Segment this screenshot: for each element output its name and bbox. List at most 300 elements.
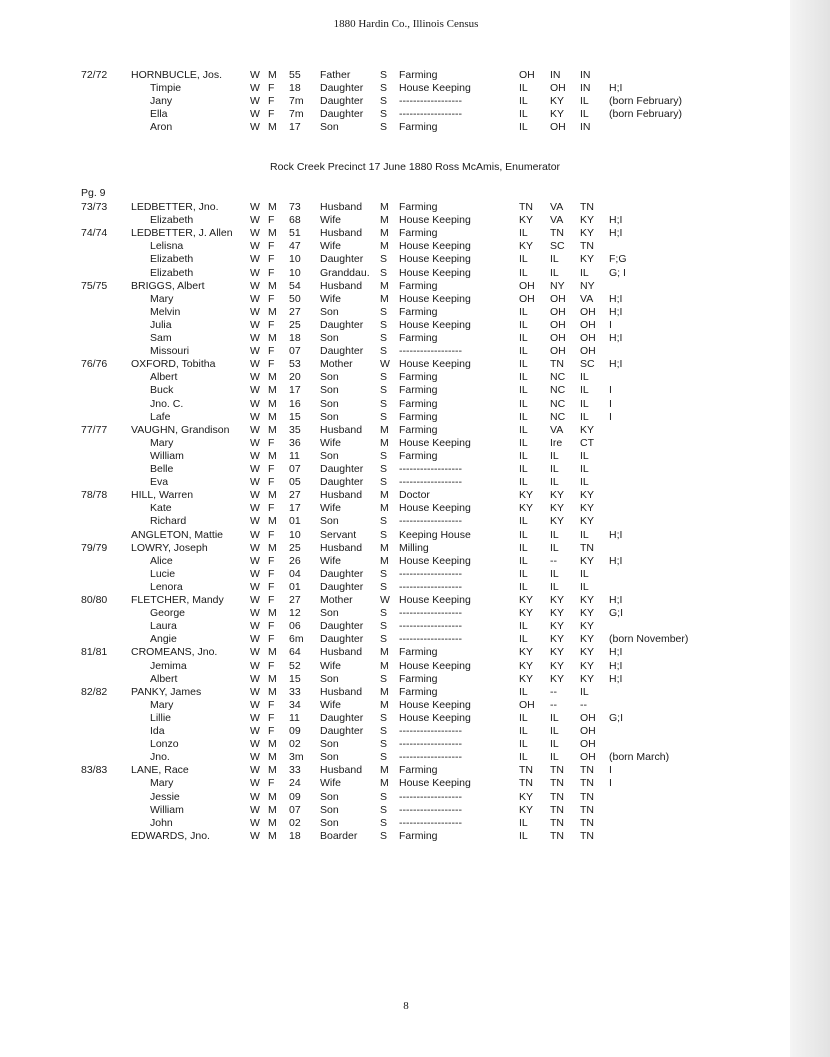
person-name: VAUGHN, Grandison bbox=[131, 423, 230, 436]
mother-birthplace: KY bbox=[580, 489, 595, 502]
relationship: Husband bbox=[320, 489, 363, 502]
age: 04 bbox=[289, 567, 301, 580]
sex: F bbox=[268, 358, 275, 371]
mother-birthplace: TN bbox=[580, 803, 594, 816]
birthplace: IL bbox=[519, 463, 528, 475]
sex: M bbox=[268, 423, 277, 436]
marital-status: S bbox=[380, 449, 388, 462]
relationship: Son bbox=[320, 410, 339, 423]
person-name: Mary bbox=[150, 292, 174, 305]
age: 06 bbox=[289, 620, 301, 633]
marital-status: S bbox=[380, 528, 388, 541]
age: 3m bbox=[289, 751, 304, 764]
race: W bbox=[250, 633, 260, 646]
age: 6m bbox=[289, 633, 304, 646]
relationship: Son bbox=[320, 121, 339, 134]
note: H;I bbox=[609, 672, 623, 685]
sex: M bbox=[268, 397, 277, 410]
sex: F bbox=[268, 214, 275, 227]
race: W bbox=[250, 410, 260, 423]
mother-birthplace: KY bbox=[580, 502, 595, 515]
page-reference: Pg. 9 bbox=[81, 187, 106, 199]
race: W bbox=[250, 318, 260, 331]
birthplace: IL bbox=[519, 567, 528, 580]
occupation: House Keeping bbox=[399, 292, 471, 305]
sex: F bbox=[268, 620, 275, 633]
relationship: Wife bbox=[320, 698, 341, 711]
person-name: Mary bbox=[150, 777, 174, 790]
note: I bbox=[609, 777, 612, 790]
note: H;I bbox=[609, 646, 623, 659]
sex: F bbox=[268, 82, 275, 95]
occupation: ------------------ bbox=[399, 633, 462, 646]
race: W bbox=[250, 711, 260, 724]
relationship: Daughter bbox=[320, 108, 364, 121]
person-name: George bbox=[150, 607, 186, 620]
mother-birthplace: KY bbox=[580, 554, 595, 567]
father-birthplace: -- bbox=[550, 698, 557, 711]
relationship: Servant bbox=[320, 528, 357, 541]
marital-status: S bbox=[380, 121, 388, 134]
age: 16 bbox=[289, 397, 301, 410]
relationship: Granddau. bbox=[320, 266, 370, 279]
person-name: Ella bbox=[150, 108, 168, 121]
occupation: ------------------ bbox=[399, 567, 462, 580]
person-name: Lafe bbox=[150, 410, 171, 423]
marital-status: S bbox=[380, 397, 388, 410]
relationship: Son bbox=[320, 515, 339, 528]
sex: M bbox=[268, 829, 277, 842]
age: 55 bbox=[289, 69, 301, 81]
relationship: Son bbox=[320, 332, 339, 344]
birthplace: KY bbox=[519, 214, 534, 227]
race: W bbox=[250, 108, 260, 121]
occupation: ------------------ bbox=[399, 751, 462, 764]
mother-birthplace: KY bbox=[580, 672, 595, 685]
person-name: Jessie bbox=[150, 790, 180, 803]
sex: F bbox=[268, 292, 275, 305]
mother-birthplace: NY bbox=[580, 279, 595, 292]
page-number: 8 bbox=[403, 1000, 409, 1012]
person-name: Lenora bbox=[150, 580, 183, 593]
marital-status: S bbox=[380, 790, 388, 803]
marital-status: S bbox=[380, 305, 388, 318]
birthplace: IL bbox=[519, 82, 528, 95]
age: 27 bbox=[289, 594, 301, 606]
mother-birthplace: IL bbox=[580, 397, 589, 410]
relationship: Husband bbox=[320, 279, 363, 292]
relationship: Son bbox=[320, 803, 339, 816]
age: 27 bbox=[289, 305, 301, 318]
mother-birthplace: KY bbox=[580, 620, 595, 633]
note: (born November) bbox=[609, 633, 689, 646]
note: H;I bbox=[609, 594, 623, 606]
occupation: Milling bbox=[399, 541, 429, 554]
occupation: Farming bbox=[399, 449, 438, 462]
occupation: ------------------ bbox=[399, 790, 462, 803]
age: 07 bbox=[289, 463, 301, 475]
birthplace: KY bbox=[519, 594, 534, 606]
dwelling-number: 79/79 bbox=[81, 541, 108, 554]
relationship: Daughter bbox=[320, 711, 364, 724]
sex: F bbox=[268, 463, 275, 475]
age: 26 bbox=[289, 554, 301, 567]
mother-birthplace: OH bbox=[580, 305, 596, 318]
relationship: Daughter bbox=[320, 82, 364, 95]
sex: F bbox=[268, 711, 275, 724]
occupation: ------------------ bbox=[399, 580, 462, 593]
father-birthplace: IL bbox=[550, 253, 559, 266]
note: F;G bbox=[609, 253, 627, 266]
dwelling-number: 74/74 bbox=[81, 227, 108, 240]
dwelling-number: 83/83 bbox=[81, 764, 108, 777]
person-name: Mary bbox=[150, 698, 174, 711]
father-birthplace: OH bbox=[550, 332, 566, 344]
birthplace: IL bbox=[519, 738, 528, 751]
occupation: Farming bbox=[399, 332, 438, 344]
relationship: Daughter bbox=[320, 253, 364, 266]
note: I bbox=[609, 397, 612, 410]
age: 05 bbox=[289, 476, 301, 489]
occupation: House Keeping bbox=[399, 318, 471, 331]
marital-status: S bbox=[380, 620, 388, 633]
marital-status: M bbox=[380, 502, 389, 515]
sex: M bbox=[268, 672, 277, 685]
birthplace: OH bbox=[519, 698, 535, 711]
marital-status: M bbox=[380, 698, 389, 711]
birthplace: TN bbox=[519, 777, 533, 790]
mother-birthplace: OH bbox=[580, 332, 596, 344]
note: H;I bbox=[609, 554, 623, 567]
race: W bbox=[250, 725, 260, 737]
birthplace: OH bbox=[519, 69, 535, 81]
father-birthplace: TN bbox=[550, 829, 564, 842]
person-name: Buck bbox=[150, 384, 174, 397]
relationship: Wife bbox=[320, 777, 341, 790]
father-birthplace: KY bbox=[550, 659, 565, 672]
mother-birthplace: OH bbox=[580, 345, 596, 358]
marital-status: S bbox=[380, 672, 388, 685]
occupation: ------------------ bbox=[399, 816, 462, 829]
father-birthplace: IL bbox=[550, 580, 559, 593]
marital-status: W bbox=[380, 594, 390, 606]
person-name: Angie bbox=[150, 633, 177, 646]
person-name: William bbox=[150, 449, 184, 462]
race: W bbox=[250, 463, 260, 475]
father-birthplace: VA bbox=[550, 423, 564, 436]
person-name: Sam bbox=[150, 332, 172, 344]
person-name: Timpie bbox=[150, 82, 182, 95]
sex: M bbox=[268, 541, 277, 554]
sex: F bbox=[268, 633, 275, 646]
relationship: Son bbox=[320, 751, 339, 764]
race: W bbox=[250, 121, 260, 134]
mother-birthplace: TN bbox=[580, 790, 594, 803]
sex: M bbox=[268, 227, 277, 240]
father-birthplace: OH bbox=[550, 345, 566, 358]
marital-status: S bbox=[380, 633, 388, 646]
race: W bbox=[250, 790, 260, 803]
birthplace: IL bbox=[519, 436, 528, 449]
birthplace: IL bbox=[519, 423, 528, 436]
marital-status: S bbox=[380, 253, 388, 266]
marital-status: S bbox=[380, 476, 388, 489]
age: 18 bbox=[289, 82, 301, 95]
person-name: Alice bbox=[150, 554, 173, 567]
person-name: Ida bbox=[150, 725, 165, 737]
dwelling-number: 72/72 bbox=[81, 69, 108, 81]
age: 51 bbox=[289, 227, 301, 240]
marital-status: M bbox=[380, 541, 389, 554]
birthplace: IL bbox=[519, 318, 528, 331]
mother-birthplace: KY bbox=[580, 214, 595, 227]
sex: F bbox=[268, 567, 275, 580]
race: W bbox=[250, 240, 260, 253]
person-name: Lucie bbox=[150, 567, 176, 580]
father-birthplace: NY bbox=[550, 279, 565, 292]
person-name: Melvin bbox=[150, 305, 181, 318]
relationship: Wife bbox=[320, 502, 341, 515]
occupation: ------------------ bbox=[399, 463, 462, 475]
birthplace: IL bbox=[519, 121, 528, 134]
dwelling-number: 73/73 bbox=[81, 201, 108, 213]
relationship: Son bbox=[320, 397, 339, 410]
dwelling-number: 80/80 bbox=[81, 594, 108, 606]
mother-birthplace: IL bbox=[580, 463, 589, 475]
father-birthplace: NC bbox=[550, 384, 566, 397]
birthplace: IL bbox=[519, 711, 528, 724]
sex: F bbox=[268, 777, 275, 790]
age: 47 bbox=[289, 240, 301, 253]
age: 20 bbox=[289, 371, 301, 384]
relationship: Daughter bbox=[320, 580, 364, 593]
page-header: 1880 Hardin Co., Illinois Census bbox=[333, 18, 479, 30]
occupation: House Keeping bbox=[399, 711, 471, 724]
mother-birthplace: KY bbox=[580, 515, 595, 528]
marital-status: M bbox=[380, 554, 389, 567]
person-name: FLETCHER, Mandy bbox=[131, 594, 224, 606]
race: W bbox=[250, 554, 260, 567]
dwelling-number: 77/77 bbox=[81, 423, 108, 436]
race: W bbox=[250, 214, 260, 227]
marital-status: M bbox=[380, 659, 389, 672]
sex: M bbox=[268, 646, 277, 659]
person-name: Lonzo bbox=[150, 738, 179, 751]
birthplace: TN bbox=[519, 201, 533, 213]
race: W bbox=[250, 515, 260, 528]
person-name: HORNBUCLE, Jos. bbox=[131, 69, 223, 81]
relationship: Daughter bbox=[320, 345, 364, 358]
note: H;I bbox=[609, 659, 623, 672]
father-birthplace: VA bbox=[550, 214, 564, 227]
birthplace: KY bbox=[519, 659, 534, 672]
sex: F bbox=[268, 318, 275, 331]
age: 11 bbox=[289, 449, 300, 462]
note: G; I bbox=[609, 266, 626, 279]
age: 01 bbox=[289, 515, 301, 528]
mother-birthplace: KY bbox=[580, 253, 595, 266]
birthplace: IL bbox=[519, 332, 528, 344]
age: 52 bbox=[289, 659, 301, 672]
sex: M bbox=[268, 449, 277, 462]
marital-status: S bbox=[380, 82, 388, 95]
sex: F bbox=[268, 266, 275, 279]
father-birthplace: IL bbox=[550, 449, 559, 462]
age: 68 bbox=[289, 214, 301, 227]
mother-birthplace: -- bbox=[580, 698, 587, 711]
sex: M bbox=[268, 803, 277, 816]
relationship: Husband bbox=[320, 541, 363, 554]
birthplace: IL bbox=[519, 476, 528, 489]
father-birthplace: TN bbox=[550, 803, 564, 816]
sex: M bbox=[268, 764, 277, 777]
sex: M bbox=[268, 607, 277, 620]
race: W bbox=[250, 489, 260, 502]
race: W bbox=[250, 659, 260, 672]
mother-birthplace: KY bbox=[580, 633, 595, 646]
father-birthplace: NC bbox=[550, 397, 566, 410]
relationship: Daughter bbox=[320, 725, 364, 737]
person-name: William bbox=[150, 803, 184, 816]
person-name: Laura bbox=[150, 620, 177, 633]
birthplace: KY bbox=[519, 489, 534, 502]
mother-birthplace: OH bbox=[580, 738, 596, 751]
age: 33 bbox=[289, 764, 301, 777]
father-birthplace: KY bbox=[550, 502, 565, 515]
father-birthplace: TN bbox=[550, 358, 564, 371]
father-birthplace: KY bbox=[550, 672, 565, 685]
father-birthplace: KY bbox=[550, 95, 565, 108]
father-birthplace: IL bbox=[550, 751, 559, 764]
page-edge-shadow bbox=[790, 0, 830, 1057]
mother-birthplace: KY bbox=[580, 659, 595, 672]
sex: M bbox=[268, 69, 277, 81]
age: 15 bbox=[289, 410, 301, 423]
marital-status: S bbox=[380, 567, 388, 580]
father-birthplace: IL bbox=[550, 738, 559, 751]
age: 12 bbox=[289, 607, 301, 620]
age: 07 bbox=[289, 803, 301, 816]
occupation: House Keeping bbox=[399, 358, 471, 371]
person-name: LEDBETTER, J. Allen bbox=[131, 227, 233, 240]
marital-status: S bbox=[380, 332, 388, 344]
occupation: Farming bbox=[399, 69, 438, 81]
mother-birthplace: CT bbox=[580, 436, 594, 449]
relationship: Husband bbox=[320, 764, 363, 777]
race: W bbox=[250, 541, 260, 554]
sex: M bbox=[268, 685, 277, 698]
birthplace: IL bbox=[519, 449, 528, 462]
person-name: EDWARDS, Jno. bbox=[131, 829, 210, 842]
age: 34 bbox=[289, 698, 301, 711]
father-birthplace: TN bbox=[550, 790, 564, 803]
sex: F bbox=[268, 502, 275, 515]
birthplace: IL bbox=[519, 829, 528, 842]
father-birthplace: NC bbox=[550, 371, 566, 384]
birthplace: IL bbox=[519, 253, 528, 266]
sex: M bbox=[268, 816, 277, 829]
age: 01 bbox=[289, 580, 301, 593]
birthplace: OH bbox=[519, 279, 535, 292]
age: 33 bbox=[289, 685, 301, 698]
occupation: ------------------ bbox=[399, 803, 462, 816]
sex: M bbox=[268, 751, 277, 764]
birthplace: KY bbox=[519, 803, 534, 816]
marital-status: S bbox=[380, 607, 388, 620]
marital-status: W bbox=[380, 358, 390, 371]
sex: M bbox=[268, 738, 277, 751]
marital-status: S bbox=[380, 410, 388, 423]
person-name: Missouri bbox=[150, 345, 190, 358]
race: W bbox=[250, 594, 260, 606]
age: 7m bbox=[289, 95, 304, 108]
mother-birthplace: IL bbox=[580, 384, 589, 397]
birthplace: IL bbox=[519, 108, 528, 121]
mother-birthplace: OH bbox=[580, 711, 596, 724]
mother-birthplace: KY bbox=[580, 607, 595, 620]
race: W bbox=[250, 829, 260, 842]
person-name: Julia bbox=[150, 318, 172, 331]
dwelling-number: 75/75 bbox=[81, 279, 108, 292]
marital-status: S bbox=[380, 266, 388, 279]
sex: M bbox=[268, 121, 277, 134]
relationship: Wife bbox=[320, 214, 341, 227]
birthplace: IL bbox=[519, 528, 528, 541]
father-birthplace: IL bbox=[550, 541, 559, 554]
relationship: Son bbox=[320, 371, 339, 384]
birthplace: KY bbox=[519, 672, 534, 685]
mother-birthplace: TN bbox=[580, 541, 594, 554]
sex: M bbox=[268, 489, 277, 502]
mother-birthplace: TN bbox=[580, 777, 594, 790]
relationship: Son bbox=[320, 607, 339, 620]
relationship: Wife bbox=[320, 554, 341, 567]
sex: F bbox=[268, 659, 275, 672]
father-birthplace: KY bbox=[550, 646, 565, 659]
occupation: ------------------ bbox=[399, 345, 462, 358]
person-name: Mary bbox=[150, 436, 174, 449]
person-name: LANE, Race bbox=[131, 764, 189, 777]
person-name: Jno. bbox=[150, 751, 170, 764]
race: W bbox=[250, 685, 260, 698]
birthplace: IL bbox=[519, 371, 528, 384]
race: W bbox=[250, 397, 260, 410]
marital-status: S bbox=[380, 345, 388, 358]
occupation: House Keeping bbox=[399, 253, 471, 266]
marital-status: M bbox=[380, 214, 389, 227]
age: 17 bbox=[289, 384, 301, 397]
person-name: LEDBETTER, Jno. bbox=[131, 201, 219, 213]
relationship: Daughter bbox=[320, 463, 364, 475]
person-name: Jno. C. bbox=[150, 397, 184, 410]
relationship: Husband bbox=[320, 685, 363, 698]
age: 27 bbox=[289, 489, 301, 502]
occupation: House Keeping bbox=[399, 554, 471, 567]
father-birthplace: KY bbox=[550, 607, 565, 620]
birthplace: KY bbox=[519, 607, 534, 620]
marital-status: S bbox=[380, 725, 388, 737]
occupation: House Keeping bbox=[399, 777, 471, 790]
race: W bbox=[250, 253, 260, 266]
person-name: BRIGGS, Albert bbox=[131, 279, 205, 292]
note: (born March) bbox=[609, 751, 670, 764]
occupation: ------------------ bbox=[399, 476, 462, 489]
race: W bbox=[250, 82, 260, 95]
mother-birthplace: IL bbox=[580, 685, 589, 698]
age: 18 bbox=[289, 829, 301, 842]
birthplace: IL bbox=[519, 95, 528, 108]
mother-birthplace: KY bbox=[580, 594, 595, 606]
